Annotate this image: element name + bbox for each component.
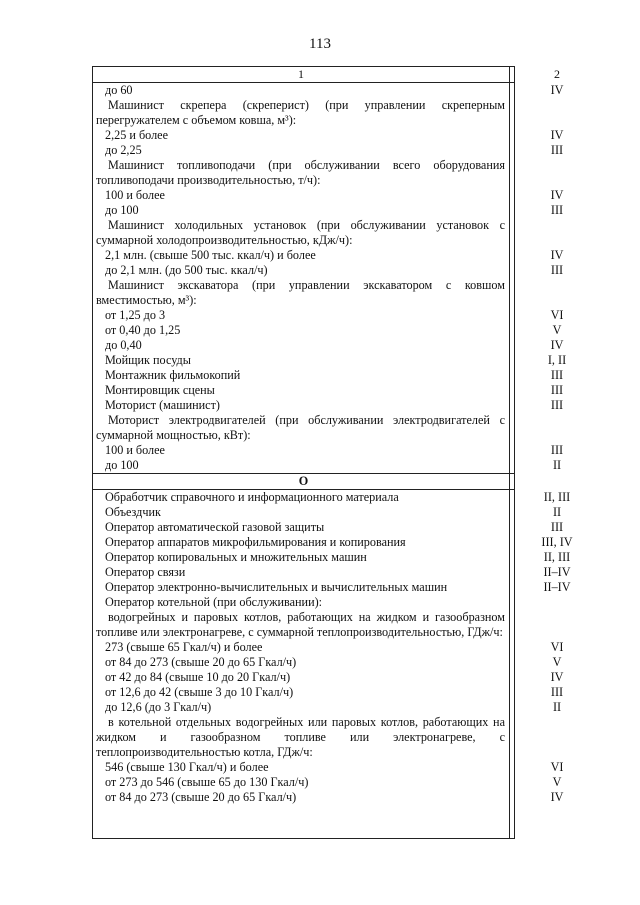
grade-cell: VI (550, 640, 564, 654)
grade-cell: IV (550, 188, 564, 202)
position-text: до 60 (105, 83, 133, 97)
position-text: от 273 до 546 (свыше 65 до 130 Гкал/ч) (105, 775, 309, 789)
table-row (93, 83, 564, 98)
table-row (93, 565, 571, 580)
position-text: Монтажник фильмокопий (105, 368, 241, 382)
table-row (93, 353, 567, 368)
table-row (93, 188, 564, 203)
table-row (93, 338, 564, 353)
table-body (93, 83, 573, 805)
grade-cell: III (550, 443, 564, 457)
grade-cell: II (552, 505, 562, 519)
table-row (93, 640, 564, 655)
table-row (93, 308, 564, 323)
position-text: Оператор электронно-вычислительных и вычислительных машин (105, 580, 448, 594)
grade-cell: IV (550, 83, 564, 97)
grade-cell: III (550, 203, 564, 217)
grade-cell: III (550, 368, 564, 382)
position-text: Моторист (машинист) (105, 398, 220, 412)
table-row (93, 790, 564, 805)
table-row (93, 595, 514, 610)
grade-cell: IV (550, 790, 564, 804)
position-text: 273 (свыше 65 Гкал/ч) и более (105, 640, 263, 654)
position-text: от 84 до 273 (свыше 20 до 65 Гкал/ч) (105, 790, 297, 804)
table-row (93, 535, 573, 550)
table-row (93, 413, 514, 443)
position-text: водогрейных и паровых котлов, работающих на жидком и газообразном топливе или электронагреве, с суммарной теплопроизводительностью, ГДж/ч: (96, 610, 505, 639)
table-row (93, 263, 564, 278)
grade-cell: I, II (547, 353, 567, 367)
grade-cell: III (550, 520, 564, 534)
position-text: Оператор котельной (при обслуживании): (105, 595, 323, 609)
position-text: Машинист экскаватора (при управлении экскаватором с ковшом вместимостью, м³): (96, 278, 505, 307)
table-row (93, 443, 564, 458)
grade-cell: IV (550, 338, 564, 352)
position-text: до 2,1 млн. (до 500 тыс. ккал/ч) (105, 263, 268, 277)
grade-cell: IV (550, 670, 564, 684)
position-text: Обработчик справочного и информационного материала (105, 490, 399, 504)
grade-cell: VI (550, 308, 564, 322)
grade-cell: II, III (543, 490, 571, 504)
table-header (93, 67, 560, 83)
grade-cell: V (552, 655, 562, 669)
grade-cell: III (550, 143, 564, 157)
table-row (93, 490, 571, 505)
page-number: 113 (309, 36, 331, 52)
table-row (93, 700, 562, 715)
position-text: до 100 (105, 458, 139, 472)
table-row (93, 685, 564, 700)
table-row (93, 383, 564, 398)
position-text: от 1,25 до 3 (105, 308, 166, 322)
grade-cell: II–IV (543, 580, 571, 594)
grade-cell: V (552, 323, 562, 337)
table-row (93, 278, 514, 308)
table-row (93, 550, 571, 565)
table-row (93, 715, 514, 760)
table-row (93, 505, 562, 520)
position-text: 100 и более (105, 443, 165, 457)
table-row (93, 368, 564, 383)
position-text: Моторист электродвигателей (при обслуживании электродвигателей с суммарной мощностью, кВт): (96, 413, 505, 442)
table-row (93, 218, 514, 248)
table-row (93, 323, 562, 338)
position-text: 546 (свыше 130 Гкал/ч) и более (105, 760, 269, 774)
table-row (93, 203, 564, 218)
table-row (93, 458, 562, 473)
table-row (93, 760, 564, 775)
position-text: до 2,25 (105, 143, 142, 157)
position-text: от 42 до 84 (свыше 10 до 20 Гкал/ч) (105, 670, 291, 684)
grade-cell: IV (550, 128, 564, 142)
position-text: Машинист топливоподачи (при обслуживании всего оборудования топливоподачи производительностью, т/ч): (96, 158, 505, 187)
table-row (93, 655, 562, 670)
grades-table (92, 66, 573, 839)
position-text: Оператор копировальных и множительных машин (105, 550, 367, 564)
position-text: 2,25 и более (105, 128, 168, 142)
position-text: Оператор связи (105, 565, 186, 579)
table-row (93, 610, 514, 640)
position-text: Машинист холодильных установок (при обслуживании установок с суммарной холодопроизводительностью, кДж/ч): (96, 218, 505, 247)
table-row (93, 580, 571, 595)
grade-cell: II–IV (543, 565, 571, 579)
position-text: 2,1 млн. (свыше 500 тыс. ккал/ч) и более (105, 248, 316, 262)
header-col-1: 1 (298, 67, 304, 81)
position-text: Оператор автоматической газовой защиты (105, 520, 325, 534)
table-row (93, 775, 562, 790)
grade-cell: III (550, 263, 564, 277)
table-row (93, 520, 564, 535)
grade-cell: II, III (543, 550, 571, 564)
grade-cell: III (550, 383, 564, 397)
position-text: от 84 до 273 (свыше 20 до 65 Гкал/ч) (105, 655, 297, 669)
position-text: Машинист скрепера (скреперист) (при управлении скреперным перегружателем с объемом ковша, м³): (96, 98, 505, 127)
header-col-2: 2 (554, 67, 560, 81)
grade-cell: II (552, 700, 562, 714)
table-row (93, 248, 564, 263)
section-row (93, 473, 514, 490)
table-row (93, 670, 564, 685)
position-text: Мойщик посуды (105, 353, 191, 367)
position-text: до 0,40 (105, 338, 142, 352)
position-text: до 12,6 (до 3 Гкал/ч) (105, 700, 212, 714)
table-row (93, 143, 564, 158)
table-row (93, 398, 564, 413)
grade-cell: III, IV (541, 535, 573, 549)
position-text: Объездчик (105, 505, 161, 519)
position-text: от 12,6 до 42 (свыше 3 до 10 Гкал/ч) (105, 685, 294, 699)
position-text: от 0,40 до 1,25 (105, 323, 181, 337)
section-letter: О (298, 474, 309, 488)
table-row (93, 158, 514, 188)
position-text: в котельной отдельных водогрейных или паровых котлов, работающих на жидком и газообразном топливе или электронагреве, с теплопроизводительностью котла, ГДж/ч: (96, 715, 505, 759)
grade-cell: III (550, 398, 564, 412)
grade-cell: III (550, 685, 564, 699)
grade-cell: II (552, 458, 562, 472)
position-text: Монтировщик сцены (105, 383, 215, 397)
grade-cell: IV (550, 248, 564, 262)
grade-cell: VI (550, 760, 564, 774)
grade-cell: V (552, 775, 562, 789)
table-row (93, 128, 564, 143)
position-text: до 100 (105, 203, 139, 217)
position-text: Оператор аппаратов микрофильмирования и копирования (105, 535, 406, 549)
position-text: 100 и более (105, 188, 165, 202)
table-row (93, 98, 514, 128)
